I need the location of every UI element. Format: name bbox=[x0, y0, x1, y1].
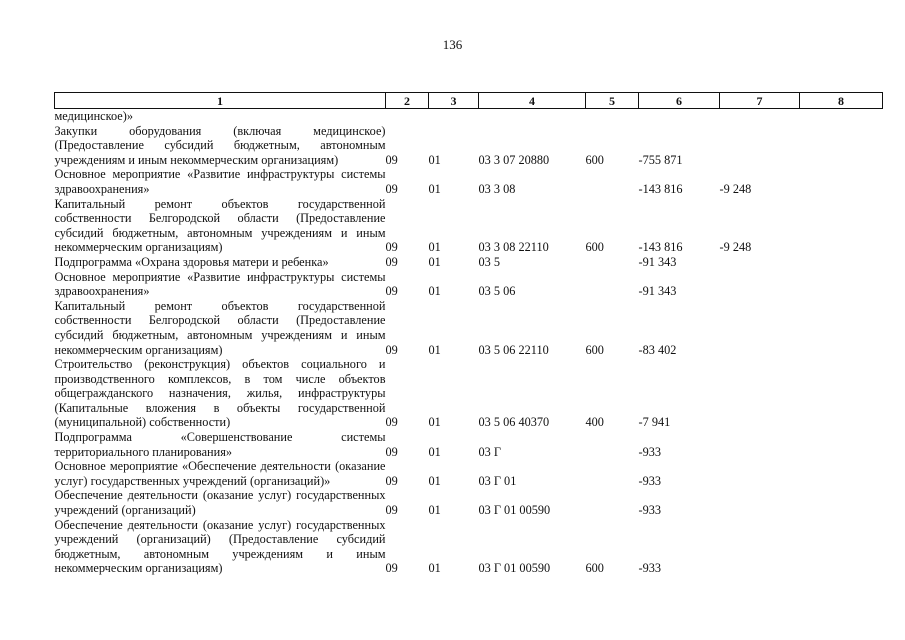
row-subsection: 01 bbox=[428, 240, 441, 255]
row-target-article: 03 5 06 22110 bbox=[478, 342, 549, 357]
table-row bbox=[55, 518, 883, 576]
table-row bbox=[55, 299, 883, 357]
row-target-article: 03 Г 01 00590 bbox=[478, 561, 551, 576]
row-expense-type bbox=[586, 459, 639, 488]
row-amount-col6: -91 343 bbox=[638, 284, 677, 299]
row-amount-col8 bbox=[800, 124, 883, 168]
row-description: Капитальный ремонт объектов государственной собственности Белгородской области (Предоставление субсидий бюджетным, автономным учреждениям и иным некоммерческим организациям) bbox=[54, 298, 386, 357]
table-row bbox=[55, 270, 883, 299]
row-description: Подпрограмма «Охрана здоровья матери и ребенка» bbox=[54, 254, 329, 269]
column-header-8: 8 bbox=[800, 93, 883, 109]
row-amount-col7 bbox=[720, 459, 800, 488]
row-amount-col8 bbox=[800, 270, 883, 299]
row-amount-col6 bbox=[639, 109, 720, 124]
row-amount-col6: -7 941 bbox=[638, 415, 671, 430]
table-row bbox=[55, 197, 883, 255]
row-expense-type: 600 bbox=[585, 561, 604, 576]
table-row bbox=[55, 430, 883, 459]
row-description: Капитальный ремонт объектов государственной собственности Белгородской области (Предоставление субсидий бюджетным, автономным учреждениям и иным некоммерческим организациям) bbox=[54, 196, 386, 255]
row-amount-col6: -933 bbox=[638, 503, 662, 518]
column-header-6: 6 bbox=[639, 93, 720, 109]
row-amount-col6: -933 bbox=[638, 561, 662, 576]
table-row bbox=[55, 255, 883, 270]
row-section: 09 bbox=[385, 561, 398, 576]
row-section: 09 bbox=[385, 240, 398, 255]
row-amount-col6: -933 bbox=[638, 473, 662, 488]
row-expense-type bbox=[586, 109, 639, 124]
row-subsection: 01 bbox=[428, 415, 441, 430]
table-row bbox=[55, 357, 883, 430]
row-amount-col8 bbox=[800, 459, 883, 488]
row-amount-col7 bbox=[720, 270, 800, 299]
row-amount-col6: -933 bbox=[638, 444, 662, 459]
row-amount-col8 bbox=[800, 197, 883, 255]
row-target-article bbox=[479, 109, 586, 124]
row-amount-col7: -9 248 bbox=[719, 240, 752, 255]
row-target-article: 03 Г 01 bbox=[478, 473, 517, 488]
row-amount-col7: -9 248 bbox=[719, 181, 752, 196]
row-amount-col8 bbox=[800, 518, 883, 576]
row-expense-type: 600 bbox=[585, 342, 604, 357]
table-row bbox=[55, 167, 883, 196]
row-target-article: 03 5 bbox=[478, 254, 501, 269]
row-description: медицинское)» bbox=[54, 109, 133, 123]
row-subsection: 01 bbox=[428, 181, 441, 196]
row-expense-type: 600 bbox=[585, 240, 604, 255]
table-row bbox=[55, 488, 883, 517]
row-subsection: 01 bbox=[428, 152, 441, 167]
row-expense-type: 600 bbox=[585, 152, 604, 167]
column-header-2: 2 bbox=[386, 93, 429, 109]
row-target-article: 03 3 08 bbox=[478, 181, 516, 196]
row-amount-col6: -143 816 bbox=[638, 181, 683, 196]
row-amount-col7 bbox=[720, 357, 800, 430]
column-header-1: 1 bbox=[55, 93, 386, 109]
row-target-article: 03 5 06 40370 bbox=[478, 415, 550, 430]
row-expense-type: 400 bbox=[585, 415, 604, 430]
row-expense-type bbox=[586, 430, 639, 459]
row-amount-col7 bbox=[720, 124, 800, 168]
row-expense-type bbox=[586, 488, 639, 517]
row-subsection: 01 bbox=[428, 561, 441, 576]
row-amount-col7 bbox=[720, 255, 800, 270]
row-section: 09 bbox=[385, 254, 398, 269]
row-amount-col6: -91 343 bbox=[638, 254, 677, 269]
row-subsection: 01 bbox=[428, 254, 441, 269]
row-amount-col8 bbox=[800, 299, 883, 357]
row-target-article: 03 3 08 22110 bbox=[478, 240, 549, 255]
column-header-5: 5 bbox=[586, 93, 639, 109]
row-description: Закупки оборудования (включая медицинское) (Предоставление субсидий бюджетным, автономным учреждениям и иным некоммерческим организациям) bbox=[54, 123, 386, 167]
row-expense-type bbox=[586, 270, 639, 299]
row-amount-col6: -143 816 bbox=[638, 240, 683, 255]
row-amount-col8 bbox=[800, 488, 883, 517]
row-subsection bbox=[429, 109, 479, 124]
table-header-row bbox=[55, 93, 883, 109]
row-amount-col7 bbox=[720, 109, 800, 124]
row-subsection: 01 bbox=[428, 284, 441, 299]
row-expense-type bbox=[586, 167, 639, 196]
row-section: 09 bbox=[385, 342, 398, 357]
column-header-4: 4 bbox=[479, 93, 586, 109]
row-target-article: 03 3 07 20880 bbox=[478, 152, 550, 167]
row-section bbox=[386, 109, 429, 124]
row-amount-col8 bbox=[800, 109, 883, 124]
column-header-7: 7 bbox=[720, 93, 800, 109]
row-section: 09 bbox=[385, 181, 398, 196]
row-amount-col6: -83 402 bbox=[638, 342, 677, 357]
table-row bbox=[55, 109, 883, 124]
row-section: 09 bbox=[385, 473, 398, 488]
row-amount-col7 bbox=[720, 488, 800, 517]
row-amount-col8 bbox=[800, 167, 883, 196]
row-subsection: 01 bbox=[428, 444, 441, 459]
row-section: 09 bbox=[385, 444, 398, 459]
row-section: 09 bbox=[385, 152, 398, 167]
row-amount-col7 bbox=[720, 430, 800, 459]
table-body bbox=[55, 109, 883, 577]
page-number: 136 bbox=[442, 37, 463, 52]
row-amount-col7 bbox=[720, 518, 800, 576]
row-subsection: 01 bbox=[428, 503, 441, 518]
row-amount-col8 bbox=[800, 357, 883, 430]
row-description: Обеспечение деятельности (оказание услуг) государственных учреждений (организаций) (Предоставление субсидий бюджетным, автономным учреждениям и иным некоммерческим организациям) bbox=[54, 517, 386, 576]
row-description: Основное мероприятие «Развитие инфраструктуры системы здравоохранения» bbox=[54, 269, 386, 299]
budget-table bbox=[54, 92, 883, 576]
row-subsection: 01 bbox=[428, 342, 441, 357]
row-target-article: 03 5 06 bbox=[478, 284, 516, 299]
row-description: Основное мероприятие «Обеспечение деятельности (оказание услуг) государственных учреждений (организаций)» bbox=[54, 459, 386, 488]
row-target-article: 03 Г 01 00590 bbox=[478, 503, 551, 518]
row-section: 09 bbox=[385, 415, 398, 430]
row-target-article: 03 Г bbox=[478, 444, 501, 459]
table-row bbox=[55, 124, 883, 168]
row-description: Подпрограмма «Совершенствование системы территориального планирования» bbox=[54, 430, 386, 459]
row-description: Основное мероприятие «Развитие инфраструктуры системы здравоохранения» bbox=[54, 167, 386, 196]
row-description: Строительство (реконструкция) объектов социального и производственного комплексов, в том числе объектов общегражданского назначения, жилья, инфраструктуры (Капитальные вложения в объекты государственной (муниципальной) собственности) bbox=[54, 357, 386, 430]
row-subsection: 01 bbox=[428, 473, 441, 488]
row-amount-col7 bbox=[720, 299, 800, 357]
row-description: Обеспечение деятельности (оказание услуг) государственных учреждений (организаций) bbox=[54, 488, 386, 518]
row-amount-col6: -755 871 bbox=[638, 152, 683, 167]
row-amount-col8 bbox=[800, 255, 883, 270]
row-expense-type bbox=[586, 255, 639, 270]
row-amount-col8 bbox=[800, 430, 883, 459]
column-header-3: 3 bbox=[429, 93, 479, 109]
table-row bbox=[55, 459, 883, 488]
row-section: 09 bbox=[385, 284, 398, 299]
row-section: 09 bbox=[385, 503, 398, 518]
